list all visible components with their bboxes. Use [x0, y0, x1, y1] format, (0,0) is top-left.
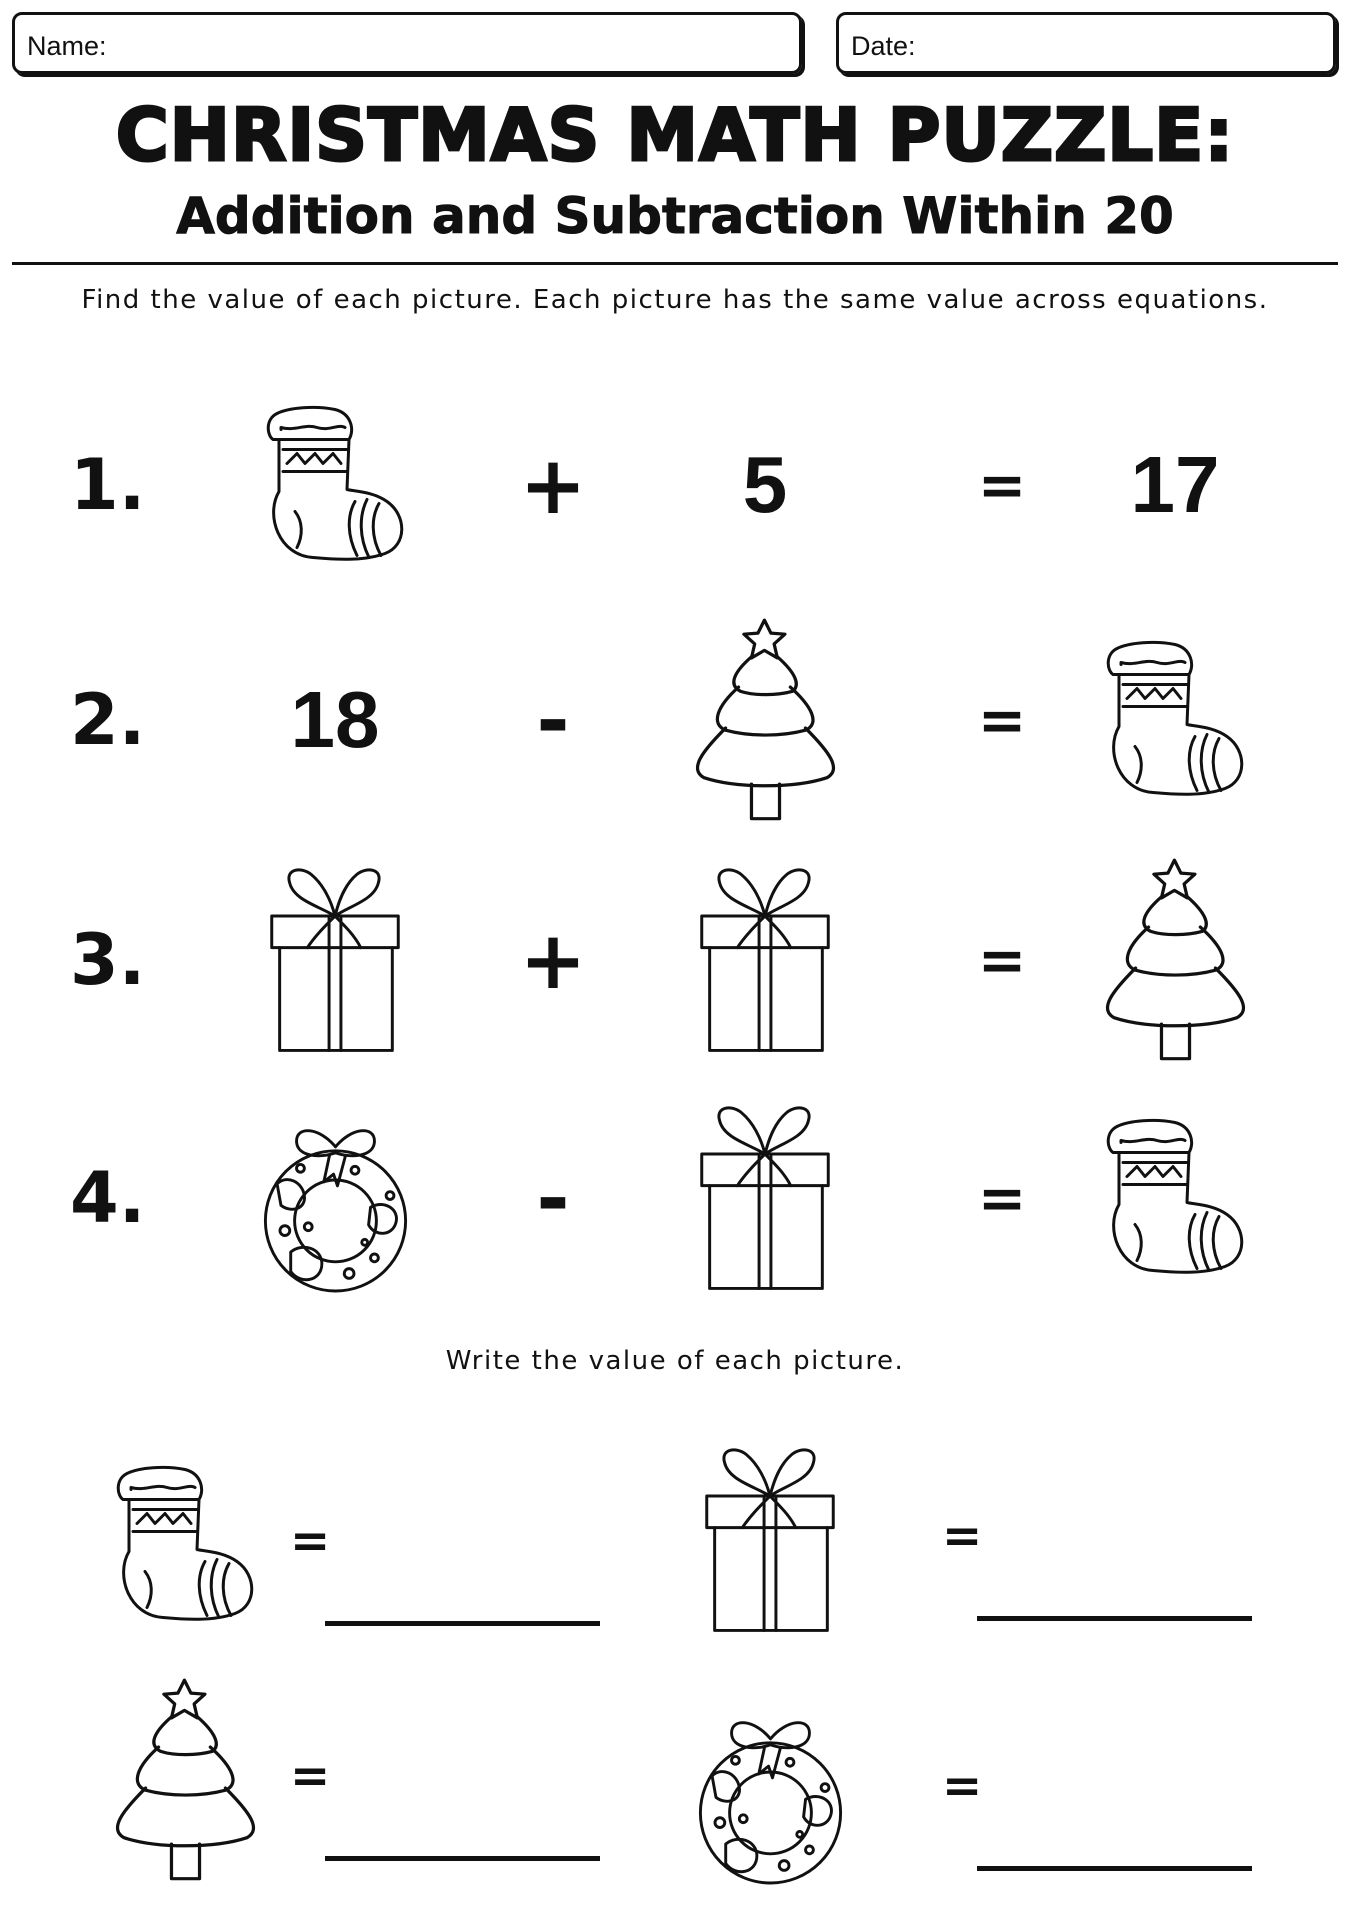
stocking-icon	[1085, 1098, 1265, 1298]
answer-wreath	[680, 1690, 1260, 1930]
divider	[12, 262, 1338, 265]
equals-sign: =	[977, 926, 1027, 994]
equation-row-4	[0, 1098, 1350, 1298]
answer-tree	[95, 1680, 675, 1920]
page-subtitle: Addition and Subtraction Within 20	[176, 187, 1174, 245]
equation-number: 1.	[70, 444, 146, 526]
equation-row-1	[0, 385, 1350, 585]
wreath-icon	[245, 1098, 425, 1298]
gift-icon	[245, 860, 425, 1060]
gift-icon	[675, 860, 855, 1060]
equals-sign: =	[977, 1164, 1027, 1232]
equals-sign: =	[942, 1758, 983, 1814]
answer-blank[interactable]	[325, 1856, 600, 1861]
equals-sign: =	[290, 1513, 331, 1569]
plus-operator: +	[519, 913, 587, 1007]
answer-gift	[680, 1440, 1260, 1680]
equation-row-2	[0, 620, 1350, 820]
wreath-icon	[680, 1690, 860, 1890]
equation-number: 3.	[70, 919, 146, 1001]
tree-icon	[675, 620, 855, 820]
gift-icon	[675, 1098, 855, 1298]
name-field[interactable]	[12, 12, 802, 74]
answer-stocking	[95, 1445, 675, 1685]
answer-blank[interactable]	[977, 1616, 1252, 1621]
number-value: 18	[290, 675, 380, 764]
gift-icon	[680, 1440, 860, 1640]
equals-sign: =	[290, 1748, 331, 1804]
equation-number: 4.	[70, 1157, 146, 1239]
equals-sign: =	[942, 1508, 983, 1564]
page-title: CHRISTMAS MATH PUZZLE:	[115, 93, 1235, 177]
stocking-icon	[245, 385, 425, 585]
answer-instructions: Write the value of each picture.	[445, 1346, 905, 1376]
plus-operator: +	[519, 438, 587, 532]
stocking-icon	[95, 1445, 275, 1645]
tree-icon	[1085, 860, 1265, 1060]
date-label: Date:	[851, 31, 916, 61]
minus-operator: -	[536, 673, 570, 767]
instructions: Find the value of each picture. Each picture has the same value across equations.	[81, 285, 1269, 315]
equation-row-3	[0, 860, 1350, 1060]
answer-blank[interactable]	[325, 1621, 600, 1626]
equation-number: 2.	[70, 679, 146, 761]
stocking-icon	[1085, 620, 1265, 820]
equals-sign: =	[977, 451, 1027, 519]
answer-blank[interactable]	[977, 1866, 1252, 1871]
minus-operator: -	[536, 1151, 570, 1245]
number-value: 17	[1130, 440, 1220, 529]
date-field[interactable]	[836, 12, 1336, 74]
tree-icon	[95, 1680, 275, 1880]
equals-sign: =	[977, 686, 1027, 754]
name-label: Name:	[27, 31, 107, 61]
number-value: 5	[742, 440, 788, 529]
